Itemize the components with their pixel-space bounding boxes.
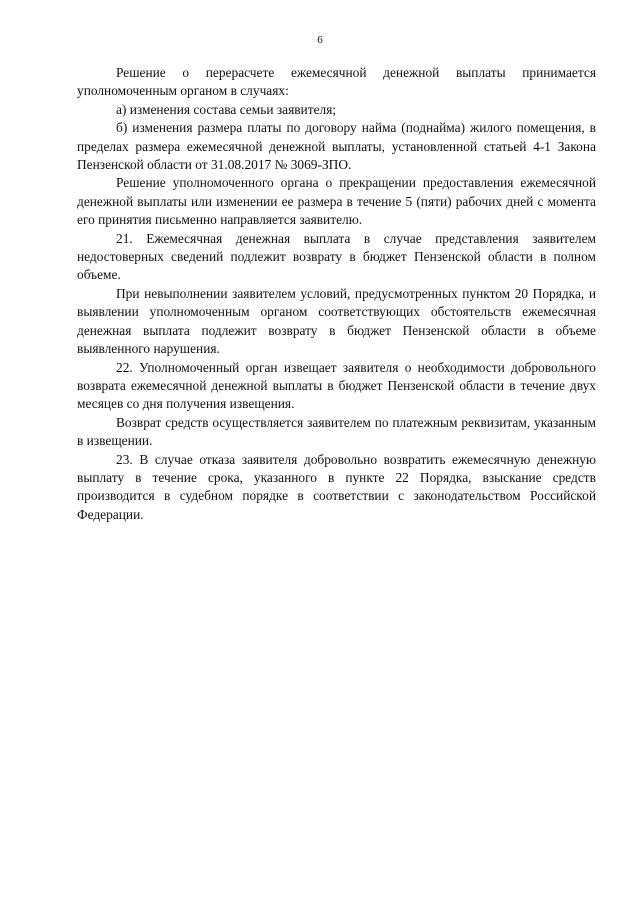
document-body xyxy=(77,64,596,524)
paragraph-case-b: б) изменения размера платы по договору найма (поднайма) жилого помещения, в пределах размера ежемесячной денежной выплаты, установленной статьей 4-1 Закона Пензенской области от 31.08.2017 № 3069-ЗПО. xyxy=(77,120,596,173)
paragraph-non-compliance: При невыполнении заявителем условий, предусмотренных пунктом 20 Порядка, и выявлении уполномоченным органом соответствующих обстоятельств ежемесячная денежная выплата подлежит возврату в бюджет Пензенской области в объеме выявленного нарушения. xyxy=(77,285,596,357)
paragraph-termination-decision: Решение уполномоченного органа о прекращении предоставления ежемесячной денежной выплаты или изменении ее размера в течение 5 (пяти) рабочих дней с момента его принятия письменно направляется заявителю. xyxy=(77,175,596,228)
paragraph-clause-22: 22. Уполномоченный орган извещает заявителя о необходимости добровольного возврата ежемесячной денежной выплаты в бюджет Пензенской области в течение двух месяцев со дня получения извещения. xyxy=(77,359,596,412)
paragraph-recalculation-decision: Решение о перерасчете ежемесячной денежной выплаты принимается уполномоченным органом в случаях: xyxy=(77,65,596,99)
paragraph-refund-details: Возврат средств осуществляется заявителем по платежным реквизитам, указанным в извещении. xyxy=(77,414,596,449)
paragraph-clause-21: 21. Ежемесячная денежная выплата в случае представления заявителем недостоверных сведений подлежит возврату в бюджет Пензенской области в полном объеме. xyxy=(77,230,596,283)
paragraph-clause-23: 23. В случае отказа заявителя добровольно возвратить ежемесячную денежную выплату в течение срока, указанного в пункте 22 Порядка, взыскание средств производится в судебном порядке в соответствии с законодательством Российской Федерации. xyxy=(77,451,596,522)
page-number: 6 xyxy=(317,34,323,46)
paragraph-case-a: а) изменения состава семьи заявителя; xyxy=(116,101,337,117)
